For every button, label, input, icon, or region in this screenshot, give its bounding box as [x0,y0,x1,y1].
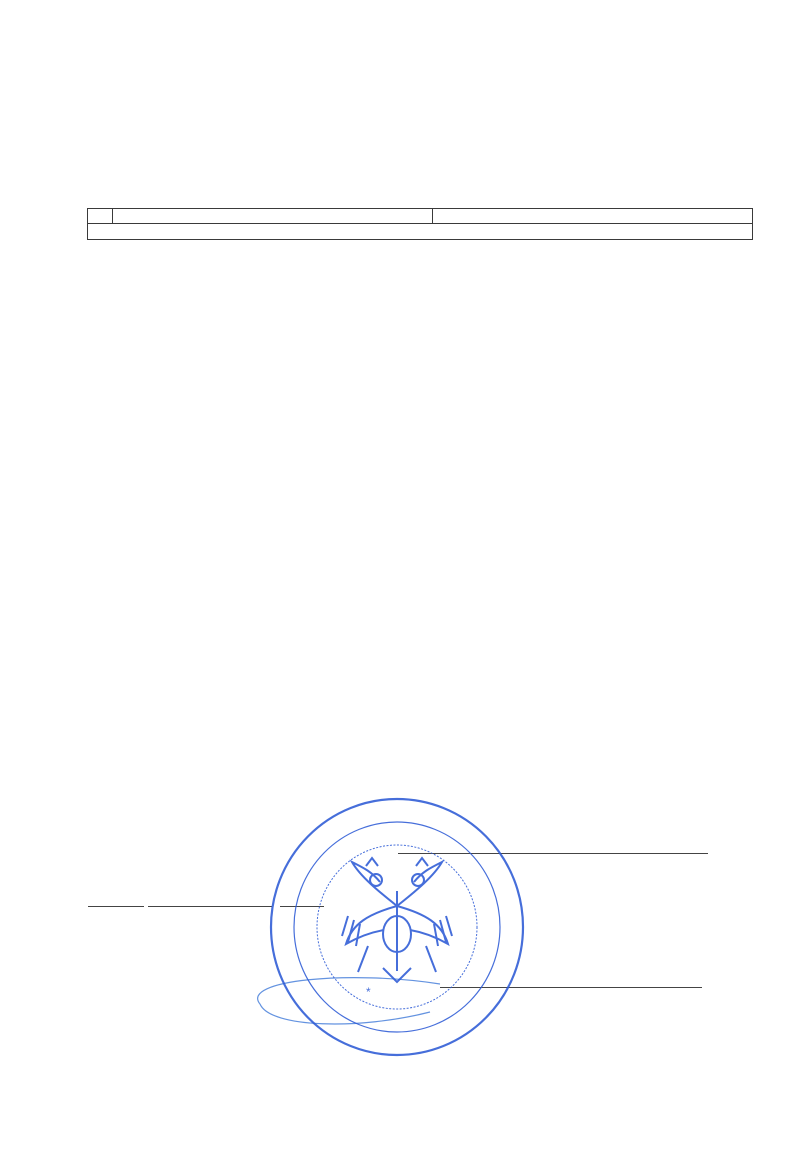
date-day-underline [88,906,144,907]
row-label [113,209,433,224]
date-month-underline [148,906,272,907]
row-number [88,209,113,224]
seal-outer-ring [271,799,523,1055]
official-seal-stamp-icon [268,796,526,1058]
table-subheader-row [88,224,753,240]
seal-star-icon: * [366,985,371,999]
signature-underline [440,987,702,988]
table-row [88,209,753,224]
seal-eagle-emblem [342,858,452,982]
applicants-table [87,208,753,240]
seal-inner-ring [317,845,477,1009]
applicant-data-subheader [88,224,753,240]
date-year-underline [280,906,324,907]
row-value [433,209,753,224]
signature-scribble-icon [200,940,460,1060]
authority-underline [398,853,708,854]
